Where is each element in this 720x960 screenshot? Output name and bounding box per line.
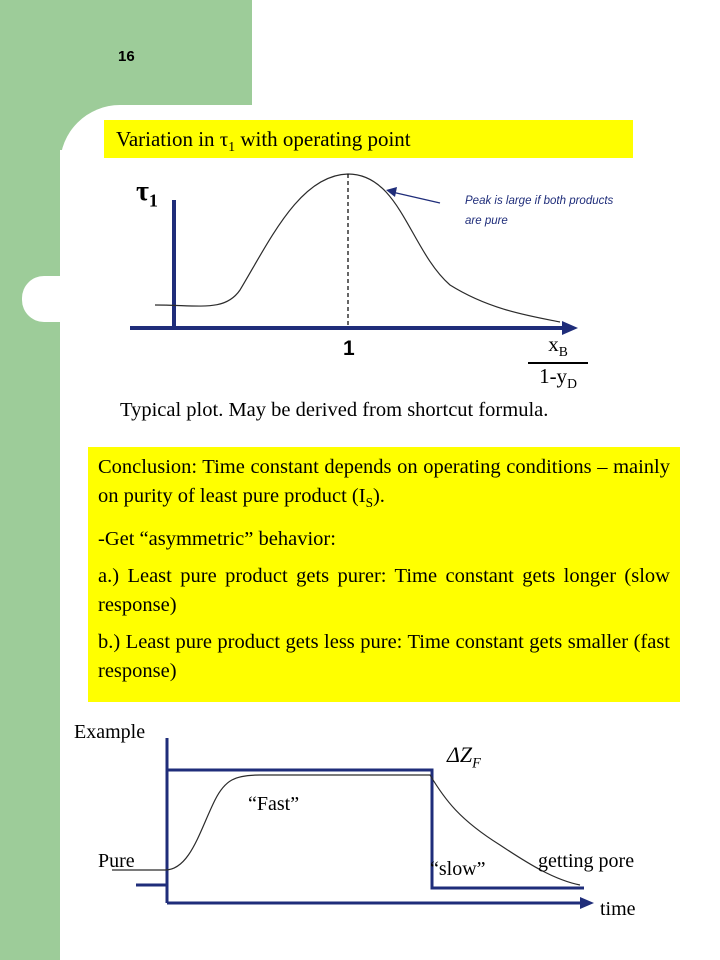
getting-pore-label: getting pore: [538, 850, 635, 872]
delta-zf-label: $\Delta Z_F$: [447, 742, 481, 772]
step-input: [136, 770, 584, 888]
peak-pointer-arrow: [392, 192, 440, 203]
slow-label: “slow”: [430, 858, 486, 880]
plot1-x-label: [528, 332, 588, 392]
peak-pointer-arrowhead: [386, 187, 397, 197]
time-axis-label: time: [600, 898, 636, 920]
plot-caption: Typical plot. May be derived from shortcut formula.: [120, 399, 549, 421]
plot1-x-tick-1: 1: [343, 337, 355, 360]
x-label-numerator: $x_B$: [528, 332, 588, 364]
pure-label: Pure: [98, 850, 135, 872]
conclusion-paragraph-3: a.) Least pure product gets purer: Time constant gets longer (slow response): [98, 565, 670, 617]
peak-annotation: Peak is large if both products are pure: [465, 195, 614, 227]
conclusion-paragraph-1: Conclusion: Time constant depends on operating conditions – mainly on purity of least pure product $(I_S)$.: [98, 456, 670, 511]
conclusion-paragraph-4: b.) Least pure product gets less pure: Time constant gets smaller (fast response): [98, 631, 670, 683]
slide-title: Variation in $\tau_1$ with operating point: [104, 120, 633, 158]
example-x-arrowhead: [580, 897, 594, 909]
response-curve: [112, 775, 580, 885]
plot1-y-label: $\tau_1$: [136, 176, 158, 211]
fast-label: “Fast”: [248, 793, 300, 815]
example-label: Example: [74, 721, 146, 743]
conclusion-paragraph-2: -Get “asymmetric” behavior:: [98, 528, 336, 551]
conclusion-box: [88, 447, 680, 702]
x-label-denominator: $1-y_D$: [539, 364, 577, 392]
page-number: 16: [118, 48, 135, 65]
